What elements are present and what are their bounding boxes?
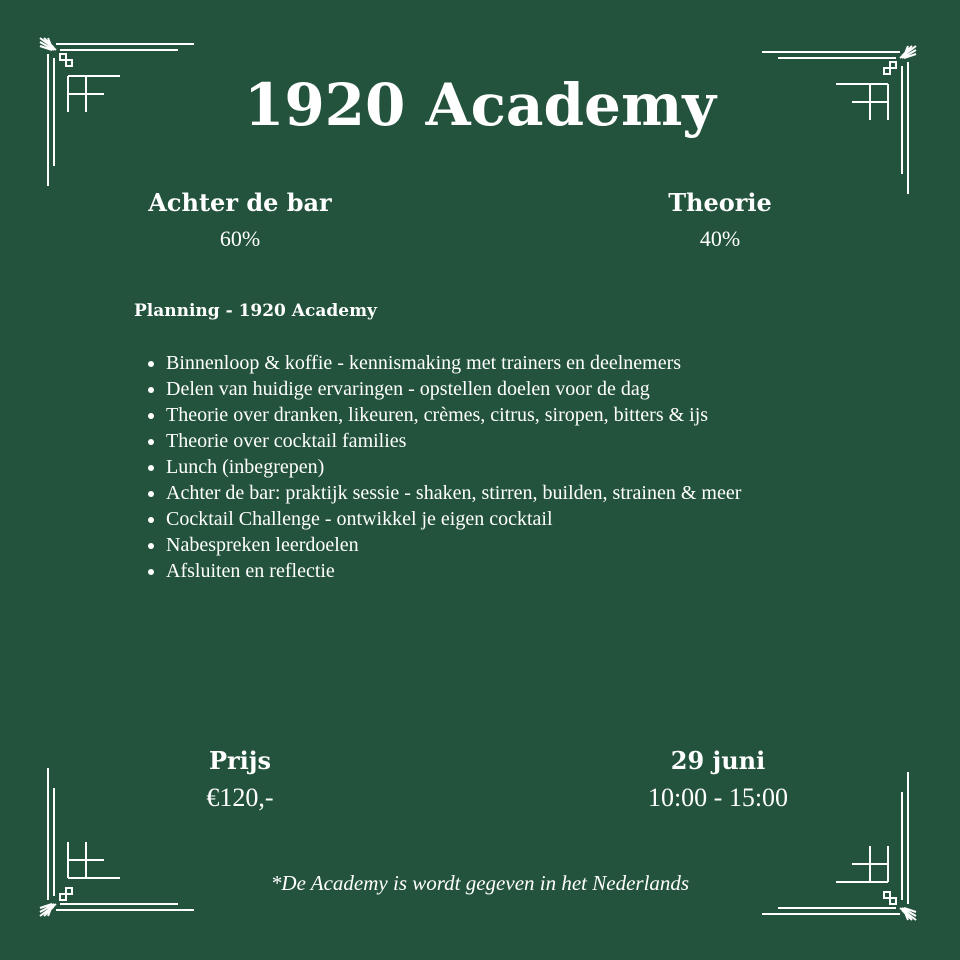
price-block <box>140 746 340 814</box>
time-value: 10:00 - 15:00 <box>647 783 789 812</box>
list-item: • Delen van huidige ervaringen - opstellen doelen voor de dag <box>166 376 866 402</box>
price-value: €120,- <box>206 783 274 812</box>
date-label: 29 juni <box>670 746 766 775</box>
list-item: • Theorie over dranken, likeuren, crèmes, citrus, siropen, bitters & ijs <box>166 402 866 428</box>
list-item: • Theorie over cocktail families <box>166 428 866 454</box>
planning-list <box>134 350 866 584</box>
list-item: • Achter de bar: praktijk sessie - shaken, stirren, builden, strainen & meer <box>166 480 866 506</box>
price-label: Prijs <box>208 746 271 775</box>
stat-value: 60% <box>219 226 261 251</box>
list-item: • Binnenloop & koffie - kennismaking met trainers en deelnemers <box>166 350 866 376</box>
date-block <box>600 746 836 814</box>
stat-label: Achter de bar <box>148 188 332 217</box>
list-item: • Cocktail Challenge - ontwikkel je eigen cocktail <box>166 506 866 532</box>
list-item: • Afsluiten en reflectie <box>166 558 866 584</box>
stat-value: 40% <box>699 226 741 251</box>
planning-heading: Planning - 1920 Academy <box>134 301 377 321</box>
stat-behind-bar <box>140 188 340 254</box>
page-title: 1920 Academy <box>243 71 717 139</box>
language-footnote: *De Academy is wordt gegeven in het Nederlands <box>270 871 690 895</box>
stat-label: Theorie <box>668 188 772 217</box>
list-item: • Lunch (inbegrepen) <box>166 454 866 480</box>
stat-theory <box>620 188 820 254</box>
list-item: • Nabespreken leerdoelen <box>166 532 866 558</box>
